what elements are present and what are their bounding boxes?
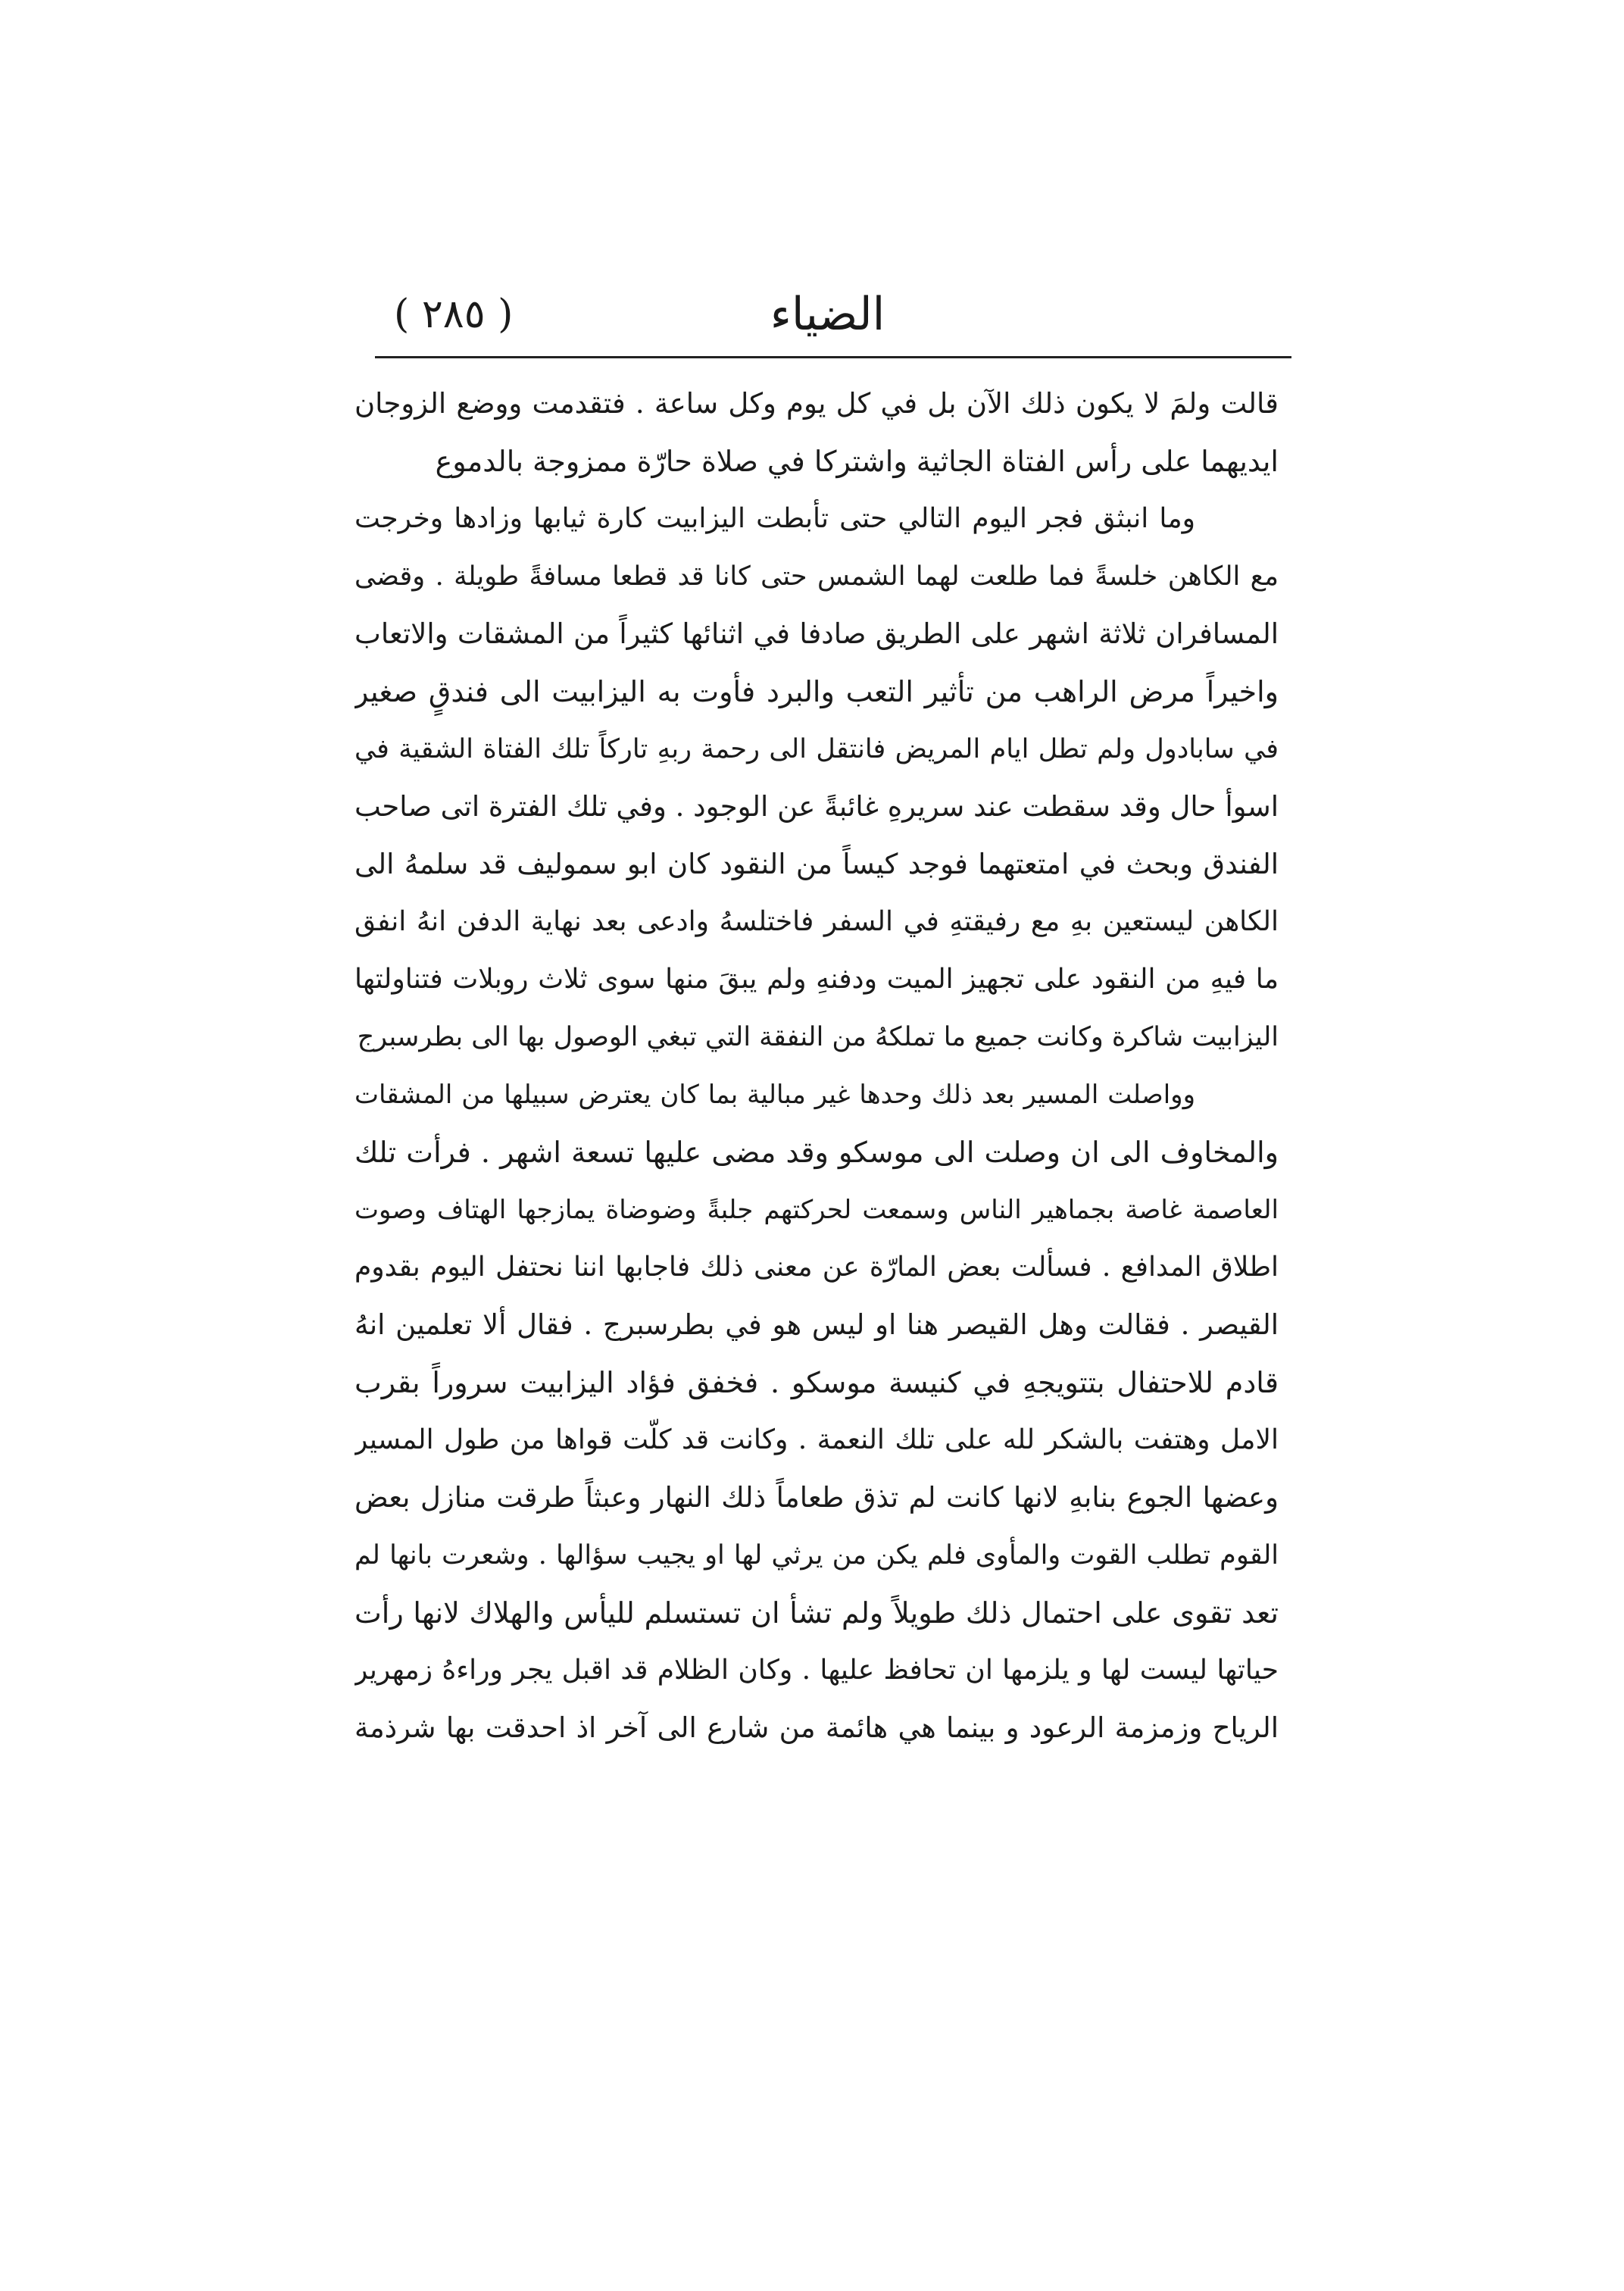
text-line: واخيراً مرض الراهب من تأثير التعب والبرد فأوت به اليزابيت الى فندقٍ صغير [354,675,1279,708]
page-number: ( ٢٨٥ ) [394,292,514,337]
text-line: وواصلت المسير بعد ذلك وحدها غير مبالية بما كان يعترض سبيلها من المشقات [354,1080,1195,1110]
header-rule [375,356,1291,358]
text-line: اسوأ حال وقد سقطت عند سريرهِ غائبةً عن الوجود . وفي تلك الفترة اتى صاحب [354,790,1279,823]
text-line: الفندق وبحث في امتعتهما فوجد كيساً من النقود كان ابو سموليف قد سلمهُ الى [354,848,1279,880]
text-line: القيصر . فقالت وهل القيصر هنا او ليس هو في بطرسبرج . فقال ألا تعلمين انهُ [354,1308,1279,1341]
text-line: تعد تقوى على احتمال ذلك طويلاً ولم تشأ ان تستسلم لليأس والهلاك لانها رأت [354,1596,1279,1630]
text-line: اطلاق المدافع . فسألت بعض المارّة عن معنى ذلك فاجابها اننا نحتفل اليوم بقدوم [354,1252,1279,1283]
text-line: وما انبثق فجر اليوم التالي حتى تأبطت اليزابيت كارة ثيابها وزادها وخرجت [354,503,1195,534]
text-line: في سابادول ولم تطل ايام المريض فانتقل الى رحمة ربهِ تاركاً تلك الفتاة الشقية في [354,734,1279,764]
text-line: ايديهما على رأس الفتاة الجاثية واشتركا في صلاة حارّة ممزوجة بالدموع [435,445,1279,478]
text-line: الرياح وزمزمة الرعود و بينما هي هائمة من شارع الى آخر اذ احدقت بها شرذمة [354,1711,1279,1744]
text-line: حياتها ليست لها و يلزمها ان تحافظ عليها . وكان الظلام قد اقبل يجر وراءهُ زمهرير [354,1655,1279,1686]
text-line: وعضها الجوع بنابهِ لانها كانت لم تذق طعاماً ذلك النهار وعبثاً طرقت منازل بعض [354,1481,1279,1514]
body-text [354,375,1279,1757]
text-line: الكاهن ليستعين بهِ مع رفيقتهِ في السفر فاختلسهُ وادعى بعد نهاية الدفن انهُ انفق [354,906,1279,937]
text-line: العاصمة غاصة بجماهير الناس وسمعت لحركتهم جلبةً وضوضاة يمازجها الهتاف وصوت [354,1195,1279,1225]
page-header [364,280,1291,348]
text-line: ما فيهِ من النقود على تجهيز الميت ودفنهِ ولم يبقَ منها سوى ثلاث روبلات فتناولتها [354,964,1279,995]
text-line: والمخاوف الى ان وصلت الى موسكو وقد مضى عليها تسعة اشهر . فرأت تلك [354,1136,1279,1169]
text-line: مع الكاهن خلسةً فما طلعت لهما الشمس حتى كانا قد قطعا مسافةً طويلة . وقضى [354,561,1279,592]
text-line: قادم للاحتفال بتتويجهِ في كنيسة موسكو . فخفق فؤاد اليزابيت سروراً بقرب [354,1366,1279,1399]
text-line: اليزابيت شاكرة وكانت جميع ما تملكهُ من النفقة التي تبغي الوصول بها الى بطرسبرج [357,1022,1279,1052]
text-line: المسافران ثلاثة اشهر على الطريق صادفا في اثنائها كثيراً من المشقات والاتعاب [354,617,1279,650]
text-line: الامل وهتفت بالشكر لله على تلك النعمة . وكانت قد كلّت قواها من طول المسير [354,1424,1279,1455]
text-line: القوم تطلب القوت والمأوى فلم يكن من يرثي لها او يجيب سؤالها . وشعرت بانها لم [354,1540,1279,1571]
text-line: قالت ولمَ لا يكون ذلك الآن بل في كل يوم وكل ساعة . فتقدمت ووضع الزوجان [354,387,1279,420]
journal-title: الضياء [770,288,885,341]
